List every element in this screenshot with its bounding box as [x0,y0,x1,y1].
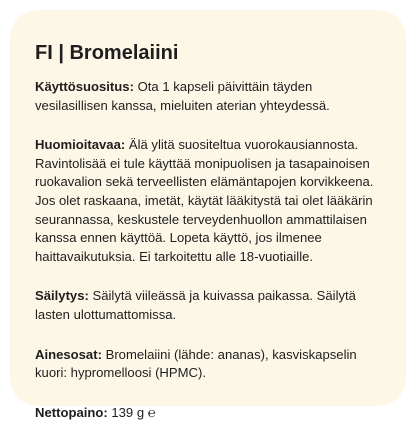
page-title: FI | Bromelaiini [35,42,179,64]
usage-section [35,78,382,115]
net-weight-label: Nettopaino: [35,404,108,420]
net-weight-text: 139 g ℮ [107,404,156,420]
net-weight-section [35,404,382,422]
warnings-section [35,136,382,266]
ingredients-text: Bromelaiini (lähde: ananas), kasviskapselin kuori: hypromelloosi (HPMC). [35,346,357,381]
storage-label: Säilytys: [35,288,89,304]
warnings-label: Huomioitavaa: [35,137,126,153]
warnings-text: Älä ylitä suositeltua vuorokausiannosta. Ravintolisää ei tule käyttää monipuolisen ja tasapainoisen ruokavalion sekä terveellisten elämäntapojen korvikkeena. Jos olet raskaana, imetät, käytät lääkitystä tai olet lääkärin seurannassa, keskustele terveydenhuollon ammattilaisen kanssa ennen käyttöä. Lopeta käyttö, jos ilmenee haittavaikutuksia. Ei tarkoitettu alle 18-vuotiaille. [35,137,374,264]
usage-label: Käyttösuositus: [35,79,134,94]
label-card [10,10,406,420]
ingredients-label: Ainesosat: [35,346,102,362]
storage-section [35,287,382,324]
storage-text: Säilytä viileässä ja kuivassa paikassa. Säilytä lasten ulottumattomissa. [35,288,356,322]
usage-text: Ota 1 kapseli päivittäin täyden vesilasillisen kanssa, mieluiten aterian yhteydessä. [35,79,330,113]
ingredients-section [35,346,382,383]
